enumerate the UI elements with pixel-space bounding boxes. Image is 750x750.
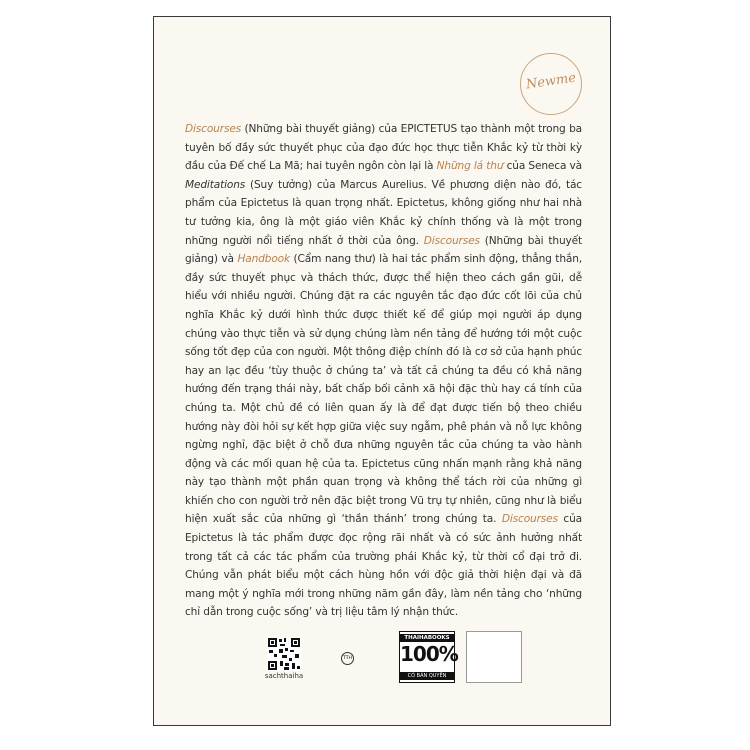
title-discourses: Discourses [423, 234, 480, 247]
newme-logo [520, 53, 582, 115]
publisher-mark: TTH [341, 652, 354, 665]
newme-logo-text: Newme [525, 70, 577, 93]
copyright-badge [399, 631, 458, 683]
badge-caption: CÓ BẢN QUYỀN [400, 672, 454, 680]
qr-code-icon [267, 637, 301, 671]
back-cover-blurb [185, 120, 582, 622]
barcode-box [466, 631, 522, 683]
blurb-text: (Cẩm nang thư) là hai tác phẩm sinh động, thẳng thắn, đầy sức thuyết phục và thách thức, được thể hiện theo cách gần gũi, dễ hiểu với nhiều người. Chúng đặt ra các nguyên tắc đạo đức cốt lõi của chủ nghĩa Khắc kỷ dưới hình thức được thiết kế để giúp mọi người áp dụng chúng vào thực tiễn và sử dụng chúng làm nền tảng để hướng tới một cuộc sống tốt đẹp của con người. Một thông điệp chính đó là cơ sở của hạnh phúc hay an lạc đều ‘tùy thuộc ở chúng ta’ và tất cả chúng ta đều có khả năng hướng đến trạng thái này, bất chấp bối cảnh xã hội đặc thù hay cá tính của chúng ta. Một chủ đề có liên quan ấy là để đạt được tiến bộ theo chiều hướng này đòi hỏi sự kết hợp giữa việc suy ngẫm, phê phán và nỗ lực không ngừng nghỉ, đặc biệt ở chỗ đưa những nguyên tắc của chúng ta vào hành động và các mối quan hệ của ta. Epictetus cũng nhấn mạnh rằng khả năng này tạo thành một phần quan trọng và không thể tách rời của những gì khiến cho con người trở nên đặc biệt trong Vũ trụ tự nhiên, cũng như là biểu hiện xuất sắc của những gì ‘thần thánh’ trong chúng ta. [185, 253, 583, 526]
blurb-text: (Những bài thuyết giảng) của EPICTETUS tạo thành một trong ba tuyên bố đầy sức thuyết phục của đạo đức học thực tiễn Khắc kỷ từ thời kỳ đầu của Đế chế La Mã; hai tuyên ngôn còn lại là [185, 123, 582, 173]
blurb-text: của Seneca và [503, 160, 582, 173]
book-back-cover [153, 16, 611, 726]
qr-label: sachthaiha [264, 672, 304, 680]
title-discourses: Discourses [185, 123, 242, 135]
title-discourses: Discourses [501, 513, 558, 526]
badge-publisher: THAIHABOOKS [400, 634, 454, 642]
title-handbook: Handbook [237, 253, 290, 266]
blurb-text: (Suy tưởng) của Marcus Aurelius. Về phương diện nào đó, tác phẩm của Epictetus là quan trọng nhất. Epictetus, không giống như hai nhà tư tưởng kia, ông là một giáo viên Khắc kỷ chính thống và là một trong những người nổi tiếng nhất ở thời của ông. [185, 178, 582, 247]
title-meditations: Meditations [185, 178, 246, 191]
blurb-text: của Epictetus là tác phẩm được đọc rộng rãi nhất và có sức ảnh hưởng nhất trong tất cả các tác phẩm của trường phái Khắc kỷ, từ thời cổ đại trở đi. Chúng vẫn phát biểu một cách hùng hồn với độc giả thời hiện đại và đã mang một ý nghĩa mới trong những năm gần đây, làm nền tảng cho ‘những chỉ dẫn trong cuộc sống’ và trị liệu tâm lý nhận thức. [185, 513, 582, 619]
badge-number: 100% [400, 642, 458, 666]
blurb-text: (Những bài thuyết giảng) và [185, 234, 583, 266]
title-letters: Những lá thư [436, 160, 504, 173]
